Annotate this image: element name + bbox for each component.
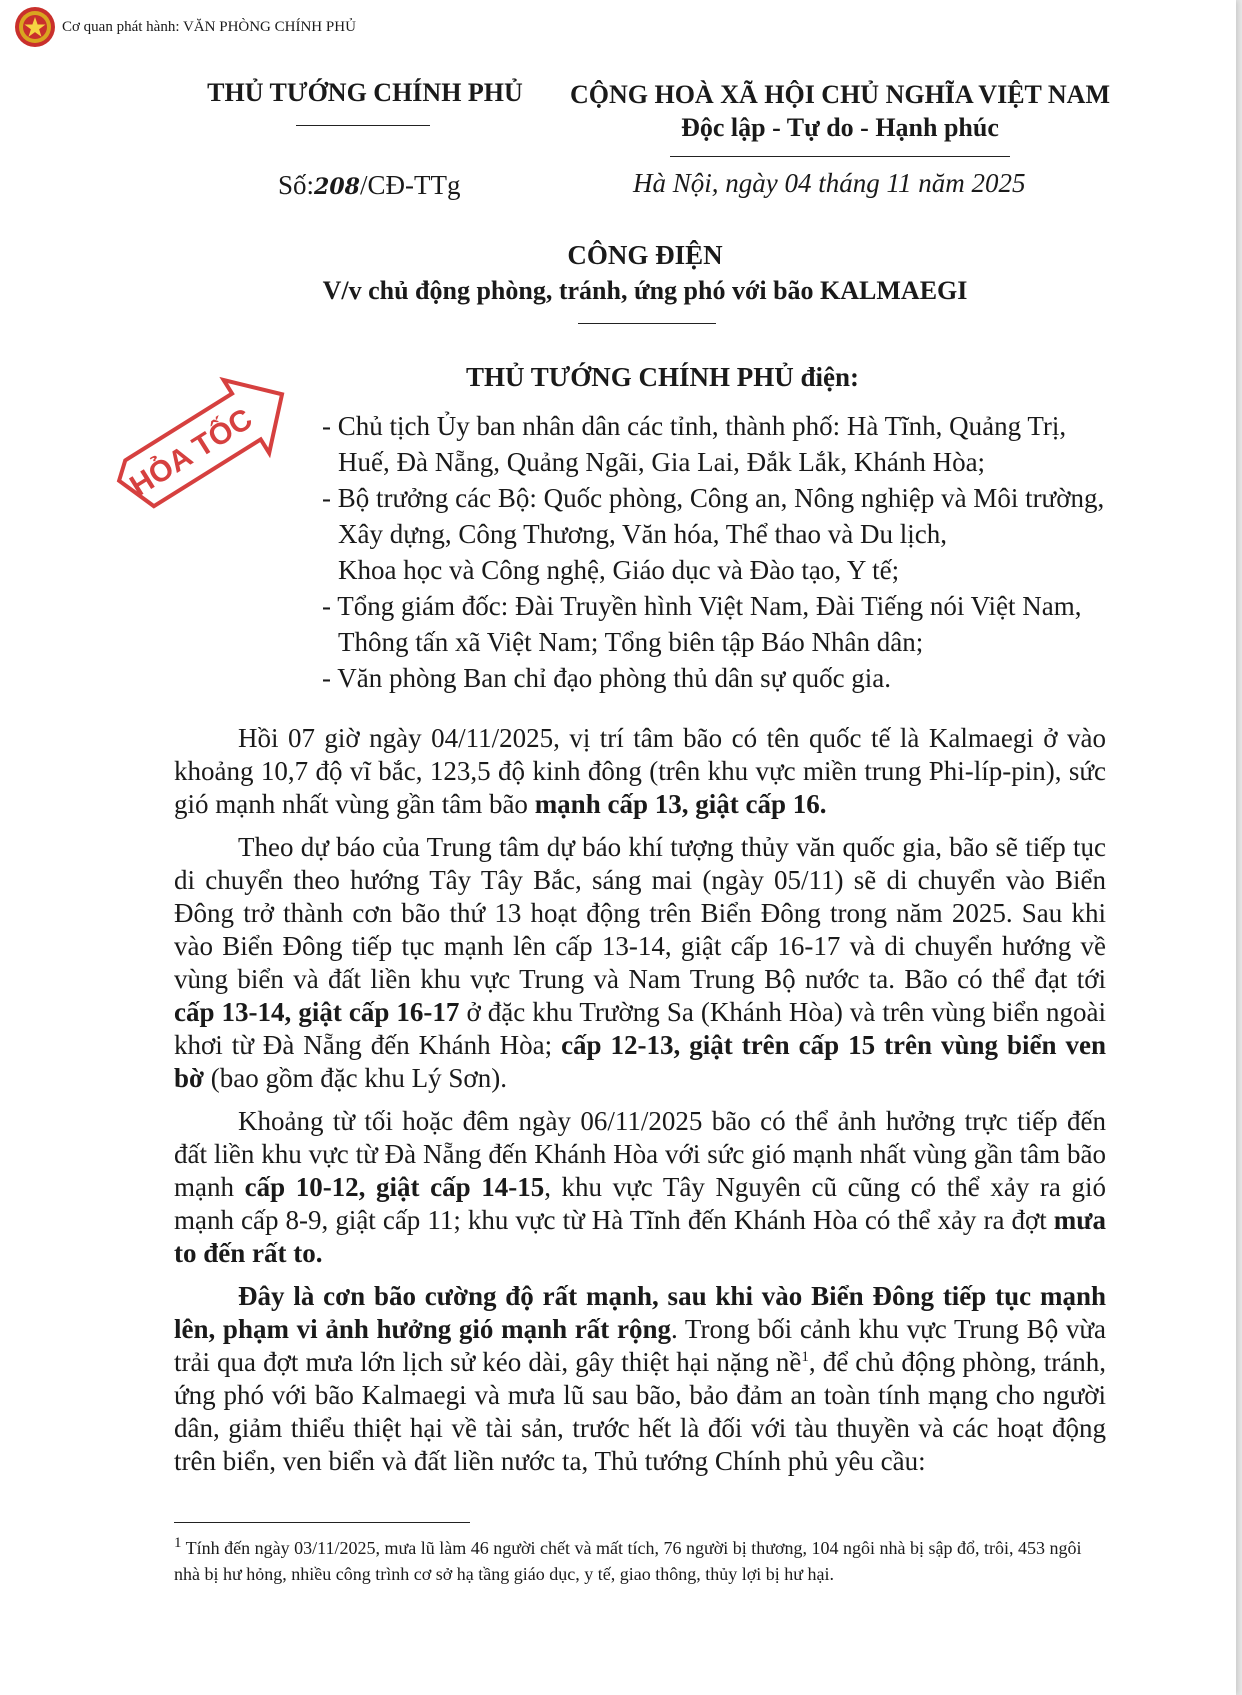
p4-emphasis: Đây là cơn bão cường độ rất mạnh, sau khi vào Biển Đông tiếp tục mạnh lên, phạm vi ảnh hưởng gió mạnh rất rộng [174,1281,1106,1344]
paragraph-1 [174,722,1106,821]
p2-emphasis-1: cấp 13-14, giật cấp 16-17 [174,997,460,1027]
document-body [174,722,1106,1488]
p3-emphasis-1: cấp 10-12, giật cấp 14-15 [244,1172,545,1202]
p4-text: . Trong bối cảnh khu vực Trung Bộ vừa trải qua đợt mưa lớn lịch sử kéo dài, gây thiệt hại nặng nề [174,1314,1106,1377]
number-prefix: Số: [278,170,315,200]
recipient-line: - Bộ trưởng các Bộ: Quốc phòng, Công an, Nông nghiệp và Môi trường, [322,483,1105,513]
national-emblem-icon [14,6,56,48]
document-number [278,170,460,201]
p4-text-2: , để chủ động phòng, tránh, ứng phó với bão Kalmaegi và mưa lũ sau bão, bảo đảm an toàn tính mạng cho người dân, giảm thiểu thiệt hại về tài sản, trước hết là đối với tàu thuyền và các hoạt động trên biển, ven biển và đất liền nước ta, Thủ tướng Chính phủ yêu cầu: [174,1347,1106,1476]
document-subject: V/v chủ động phòng, tránh, ứng phó với bão KALMAEGI [322,276,968,305]
footnote-reference: 1 [801,1349,809,1365]
stamp-text: HỎA TỐC [124,402,259,504]
issuing-authority: THỦ TƯỚNG CHÍNH PHỦ [207,78,523,107]
recipient-line: - Văn phòng Ban chỉ đạo phòng thủ dân sự quốc gia. [322,663,892,693]
p2-text: Theo dự báo của Trung tâm dự báo khí tượng thủy văn quốc gia, bão sẽ tiếp tục di chuyển theo hướng Tây Tây Bắc, sáng mai (ngày 05/11) sẽ di chuyển vào Biển Đông trở thành cơn bão thứ 13 hoạt động trên Biển Đông trong năm 2025. Sau khi vào Biển Đông tiếp tục mạnh lên cấp 13-14, giật cấp 16-17 và di chuyển hướng về vùng biển và đất liền khu vực Trung và Nam Trung Bộ nước ta. Bão có thể đạt tới [174,832,1106,994]
footnote-text: Tính đến ngày 03/11/2025, mưa lũ làm 46 người chết và mất tích, 76 người bị thương, 104 ngôi nhà bị sập đổ, trôi, 453 ngôi nhà bị hư hỏng, nhiều công trình cơ sở hạ tầng giáo dục, y tế, giao thông, thủy lợi bị hư hại. [174,1538,1082,1584]
urgent-stamp [104,368,304,518]
paragraph-4 [174,1280,1106,1478]
p3-text: Khoảng từ tối hoặc đêm ngày 06/11/2025 bão có thể ảnh hưởng trực tiếp đến đất liền khu vực từ Đà Nẵng đến Khánh Hòa với sức gió mạnh nhất vùng gần tâm bão mạnh [174,1106,1106,1202]
paragraph-2 [174,831,1106,1095]
p3-end: . [315,1238,323,1268]
p3-text-2: , khu vực Tây Nguyên cũ cũng có thể xảy ra gió mạnh cấp 8-9, giật cấp 11; khu vực từ Hà Tĩnh đến Khánh Hòa có thể xảy ra đợt [174,1172,1106,1235]
handwritten-number: 208 [314,174,360,200]
recipient-line: Thông tấn xã Việt Nam; Tổng biên tập Báo Nhân dân; [338,627,924,657]
place-date: Hà Nội, ngày 04 tháng 11 năm 2025 [633,168,1026,198]
national-motto: Độc lập - Tự do - Hạnh phúc [681,113,999,142]
p3-emphasis-2: mưa to đến rất to [174,1205,1106,1268]
p2-text-3: (bao gồm đặc khu Lý Sơn). [203,1063,507,1093]
recipient-line: - Tổng giám đốc: Đài Truyền hình Việt Nam, Đài Tiếng nói Việt Nam, [322,591,1082,621]
footnote [174,1535,1106,1587]
footnote-marker: 1 [174,1535,182,1551]
p1-text: Hồi 07 giờ ngày 04/11/2025, vị trí tâm bão có tên quốc tế là Kalmaegi ở vào khoảng 10,7 độ vĩ bắc, 123,5 độ kinh đông (trên khu vực miền trung Phi-líp-pin), sức gió mạnh nhất vùng gần tâm bão [174,723,1106,819]
paragraph-3 [174,1105,1106,1270]
recipient-list [322,408,1104,696]
number-suffix: /CĐ-TTg [359,170,461,200]
p1-end: . [819,789,827,819]
title-underline [578,323,716,324]
country-name: CỘNG HOÀ XÃ HỘI CHỦ NGHĨA VIỆT NAM [569,80,1111,109]
p2-text-2: ở đặc khu Trường Sa (Khánh Hòa) và trên vùng biển ngoài khơi từ Đà Nẵng đến Khánh Hòa; [174,997,1106,1060]
recipient-line: - Chủ tịch Ủy ban nhân dân các tỉnh, thành phố: Hà Tĩnh, Quảng Trị, [322,411,1067,441]
p2-emphasis-2: cấp 12-13, giật trên cấp 15 trên vùng biển ven bờ [174,1030,1106,1093]
authority-underline [296,125,430,126]
recipient-line: Khoa học và Công nghệ, Giáo dục và Đào tạo, Y tế; [338,555,900,585]
footnote-separator [174,1522,470,1523]
issuer-label: Cơ quan phát hành: VĂN PHÒNG CHÍNH PHỦ [62,18,356,35]
p1-emphasis: mạnh cấp 13, giật cấp 16 [534,789,820,819]
issuer-bar [14,6,356,48]
document-type: CÔNG ĐIỆN [567,240,723,270]
address-heading: THỦ TƯỚNG CHÍNH PHỦ điện: [466,362,860,392]
recipient-line: Huế, Đà Nẵng, Quảng Ngãi, Gia Lai, Đắk Lắk, Khánh Hòa; [338,447,986,477]
recipient-line: Xây dựng, Công Thương, Văn hóa, Thể thao và Du lịch, [338,519,947,549]
motto-underline [670,156,1010,157]
